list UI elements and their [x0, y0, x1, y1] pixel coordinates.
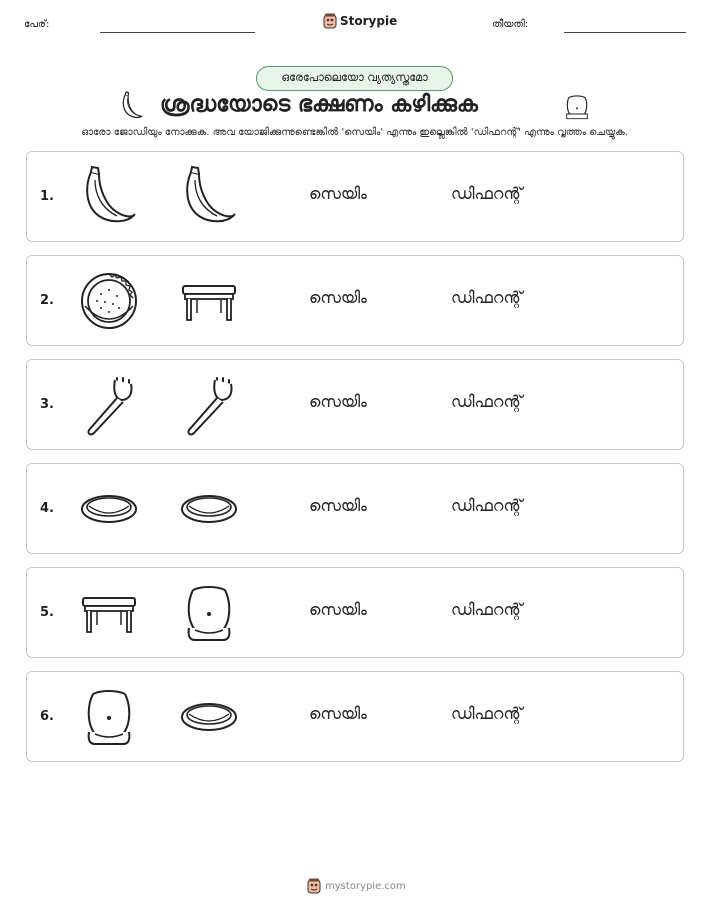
footer: [307, 878, 406, 894]
belly-icon: [562, 90, 592, 122]
storypie-mascot-icon: [307, 878, 321, 894]
exercise-row: [26, 151, 684, 242]
name-label: പേര്:: [24, 19, 50, 30]
banana-icon: [177, 164, 241, 230]
same-option[interactable]: സെയിം: [309, 288, 367, 307]
brand-logo: [323, 13, 397, 29]
worksheet-header: [0, 10, 709, 40]
instructions-text: ഓരോ ജോഡിയും നോക്കുക. അവ യോജിക്കുന്നുണ്ടെങ്കിൽ 'സെയിം' എന്നും ഇല്ലെങ്കിൽ 'ഡിഫറന്റ്' എന്നും വൃത്തം ചെയ്യുക.: [81, 127, 628, 138]
different-option[interactable]: ഡിഫറന്റ്: [451, 496, 523, 515]
banana-icon: [116, 90, 148, 122]
brand-name: Storypie: [340, 14, 398, 28]
different-option[interactable]: ഡിഫറന്റ്: [451, 184, 523, 203]
exercise-row: [26, 255, 684, 346]
fork-icon: [77, 372, 141, 438]
plate-icon: [177, 476, 241, 542]
row-number: 6.: [40, 709, 54, 724]
plate-icon: [177, 684, 241, 750]
different-option[interactable]: ഡിഫറന്റ്: [451, 704, 523, 723]
different-option[interactable]: ഡിഫറന്റ്: [451, 600, 523, 619]
belly-icon: [77, 684, 141, 750]
plate-icon: [77, 476, 141, 542]
same-option[interactable]: സെയിം: [309, 600, 367, 619]
table-icon: [77, 580, 141, 646]
date-line[interactable]: [564, 32, 686, 33]
row-number: 4.: [40, 501, 54, 516]
row-number: 2.: [40, 293, 54, 308]
banana-icon: [77, 164, 141, 230]
footer-url: mystorypie.com: [325, 880, 406, 892]
row-number: 5.: [40, 605, 54, 620]
belly-icon: [177, 580, 241, 646]
date-label: തീയതി:: [492, 19, 529, 30]
storypie-mascot-icon: [323, 13, 337, 29]
category-tag: ഒരേപോലെയോ വ്യത്യസ്തമോ: [256, 66, 453, 91]
different-option[interactable]: ഡിഫറന്റ്: [451, 288, 523, 307]
exercise-row: [26, 567, 684, 658]
same-option[interactable]: സെയിം: [309, 392, 367, 411]
row-number: 1.: [40, 189, 54, 204]
title-row: [0, 90, 709, 122]
same-option[interactable]: സെയിം: [309, 496, 367, 515]
exercise-row: [26, 359, 684, 450]
row-number: 3.: [40, 397, 54, 412]
different-option[interactable]: ഡിഫറന്റ്: [451, 392, 523, 411]
name-line[interactable]: [100, 32, 255, 33]
exercise-row: [26, 671, 684, 762]
table-icon: [177, 268, 241, 334]
exercise-row: [26, 463, 684, 554]
fork-icon: [177, 372, 241, 438]
pie-icon: [77, 268, 141, 334]
page-title: ശ്രദ്ധയോടെ ഭക്ഷണം കഴിക്കുക: [160, 92, 478, 117]
same-option[interactable]: സെയിം: [309, 704, 367, 723]
same-option[interactable]: സെയിം: [309, 184, 367, 203]
